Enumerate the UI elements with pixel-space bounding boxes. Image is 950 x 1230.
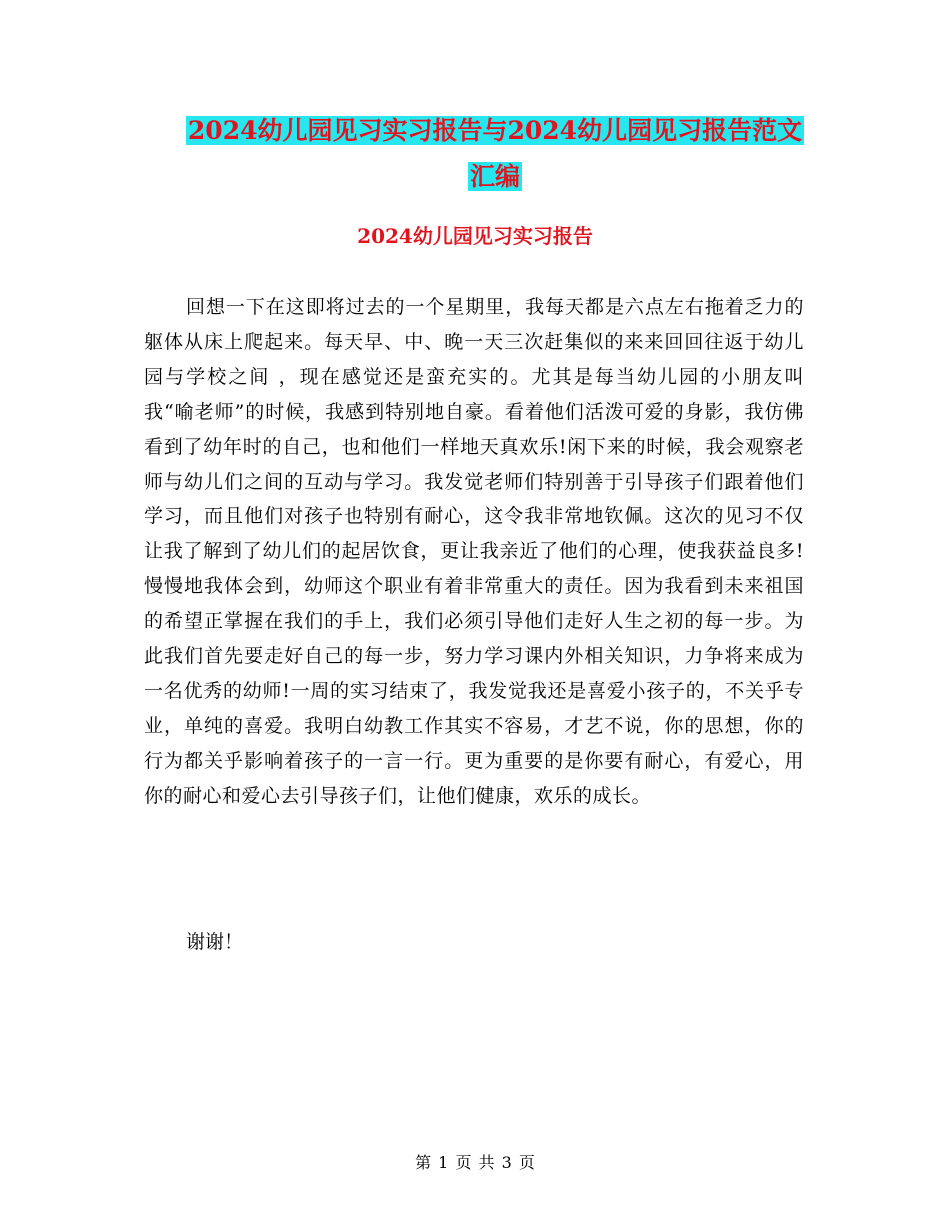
page-number-footer: 第 1 页 共 3 页	[415, 1153, 535, 1172]
document-title	[120, 108, 870, 200]
closing-text: 谢谢！	[186, 931, 244, 953]
section-heading: 2024幼儿园见习实习报告	[357, 224, 593, 248]
body-paragraph: 回想一下在这即将过去的一个星期里，我每天都是六点左右拖着乏力的躯体从床上爬起来。每天早、中、晚一天三次赶集似的来来回回往返于幼儿园与学校之间 ，现在感觉还是蛮充实的。尤其是每当幼儿园的小朋友叫我“喻老师”的时候，我感到特别地自豪。看着他们活泼可爱的身影，我仿佛看到了幼年时的自己，也和他们一样地天真欢乐!闲下来的时候，我会观察老师与幼儿们之间的互动与学习。我发觉老师们特别善于引导孩子们跟着他们学习，而且他们对孩子也特别有耐心，这令我非常地钦佩。这次的见习不仅让我了解到了幼儿们的起居饮食，更让我亲近了他们的心理，使我获益良多!慢慢地我体会到，幼师这个职业有着非常重大的责任。因为我看到未来祖国的希望正掌握在我们的手上，我们必须引导他们走好人生之初的每一步。为此我们首先要走好自己的每一步，努力学习课内外相关知识，力争将来成为一名优秀的幼师!一周的实习结束了，我发觉我还是喜爱小孩子的，不关乎专业，单纯的喜爱。我明白幼教工作其实不容易，才艺不说，你的思想，你的行为都关乎影响着孩子的一言一行。更为重要的是你要有耐心，有爱心，用你的耐心和爱心去引导孩子们，让他们健康，欢乐的成长。	[144, 296, 804, 807]
document-title-line2: 汇编	[469, 162, 520, 191]
document-title-line1: 2024幼儿园见习实习报告与2024幼儿园见习报告范文	[187, 116, 803, 145]
